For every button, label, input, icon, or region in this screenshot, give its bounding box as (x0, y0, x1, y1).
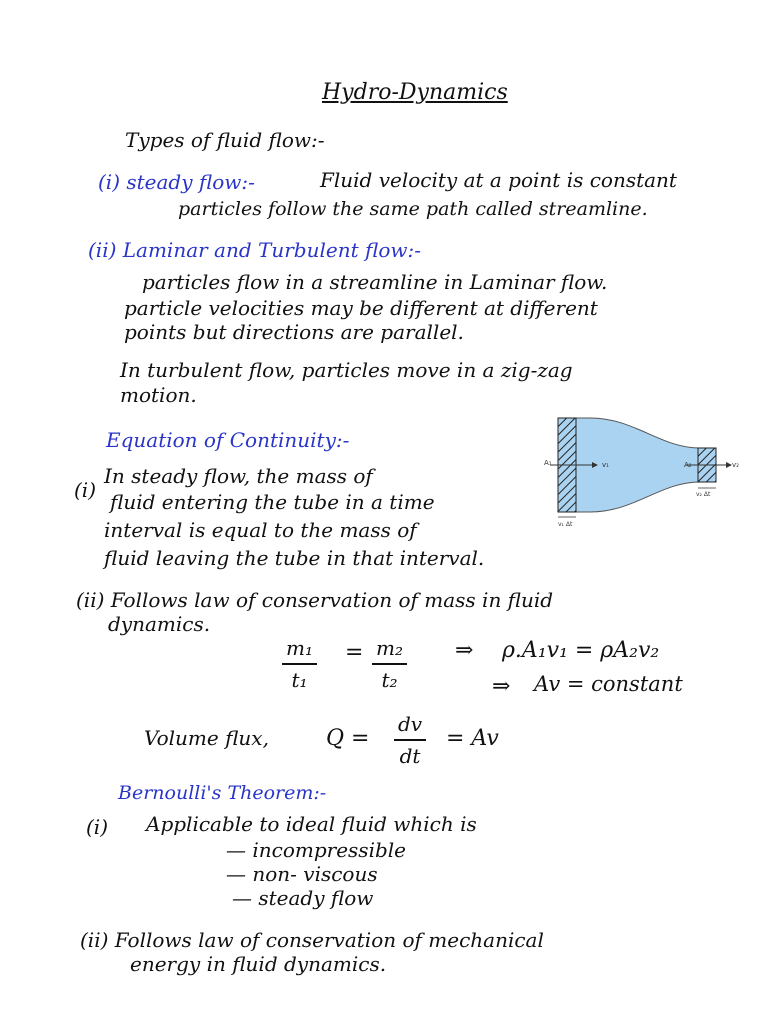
label-v1: v₁ (602, 461, 609, 469)
bernoulli-bullet-2: — non- viscous (226, 862, 378, 886)
continuity-p1-line-4: fluid leaving the tube in that interval. (104, 546, 485, 570)
equation-rho: ρ.A₁v₁ = ρA₂v₂ (502, 638, 660, 663)
bernoulli-bullet-3: — steady flow (232, 886, 374, 910)
steady-flow-label: (i) steady flow:- (98, 170, 255, 194)
continuity-tube-diagram (540, 410, 740, 530)
bernoulli-p1-text: Applicable to ideal fluid which is (146, 812, 477, 836)
label-v2-dt: v₂ Δt (696, 491, 711, 498)
laminar-line-4: In turbulent flow, particles move in a zig-zag (120, 358, 573, 382)
laminar-line-1: particles flow in a streamline in Laminar flow. (142, 270, 608, 294)
t2: t₂ (381, 668, 398, 692)
equals-sign: = (345, 640, 364, 665)
bernoulli-heading: Bernoulli's Theorem:- (118, 782, 327, 804)
volume-flux-result: = Av (446, 726, 499, 751)
laminar-line-5: motion. (120, 383, 197, 407)
t1: t₁ (291, 668, 308, 692)
page-title: Hydro-Dynamics (322, 80, 508, 105)
laminar-line-2: particle velocities may be different at different (124, 296, 598, 320)
label-v1-dt: v₁ Δt (558, 521, 573, 528)
laminar-line-3: points but directions are parallel. (124, 320, 464, 344)
label-a2: A₂ (684, 461, 692, 469)
continuity-p1-line-3: interval is equal to the mass of (104, 518, 417, 542)
m2: m₂ (372, 636, 407, 665)
types-heading: Types of fluid flow:- (125, 128, 325, 152)
bernoulli-p2-line-2: energy in fluid dynamics. (130, 952, 387, 976)
m1: m₁ (282, 636, 317, 665)
volume-flux-label: Volume flux, (144, 726, 269, 750)
implies-arrow-2: ⇒ (492, 674, 511, 699)
fraction-dv-dt (394, 712, 426, 768)
label-a1: A₁ (544, 459, 552, 467)
continuity-p1-line-2: fluid entering the tube in a time (110, 490, 435, 514)
continuity-p2-line-2: dynamics. (108, 612, 211, 636)
steady-flow-line-1: Fluid velocity at a point is constant (320, 168, 677, 192)
continuity-p1-line-1: In steady flow, the mass of (104, 464, 373, 488)
label-v2: v₂ (732, 461, 739, 469)
bernoulli-p2-line-1: (ii) Follows law of conservation of mechanical (80, 928, 544, 952)
steady-flow-line-2: particles follow the same path called streamline. (178, 198, 648, 220)
fraction-m2-t2 (372, 636, 407, 692)
dt: dt (399, 744, 421, 768)
equation-av-constant: Av = constant (534, 672, 683, 696)
continuity-p1-marker: (i) (74, 478, 97, 502)
volume-flux-q: Q = (326, 726, 370, 751)
dv: dv (394, 712, 426, 741)
bernoulli-p1-marker: (i) (86, 815, 109, 839)
laminar-label: (ii) Laminar and Turbulent flow:- (88, 238, 421, 262)
bernoulli-bullet-1: — incompressible (226, 838, 406, 862)
fraction-m1-t1 (282, 636, 317, 692)
continuity-p2-line-1: (ii) Follows law of conservation of mass in fluid (76, 588, 554, 612)
implies-arrow-1: ⇒ (455, 638, 474, 663)
continuity-heading: Equation of Continuity:- (106, 428, 350, 452)
